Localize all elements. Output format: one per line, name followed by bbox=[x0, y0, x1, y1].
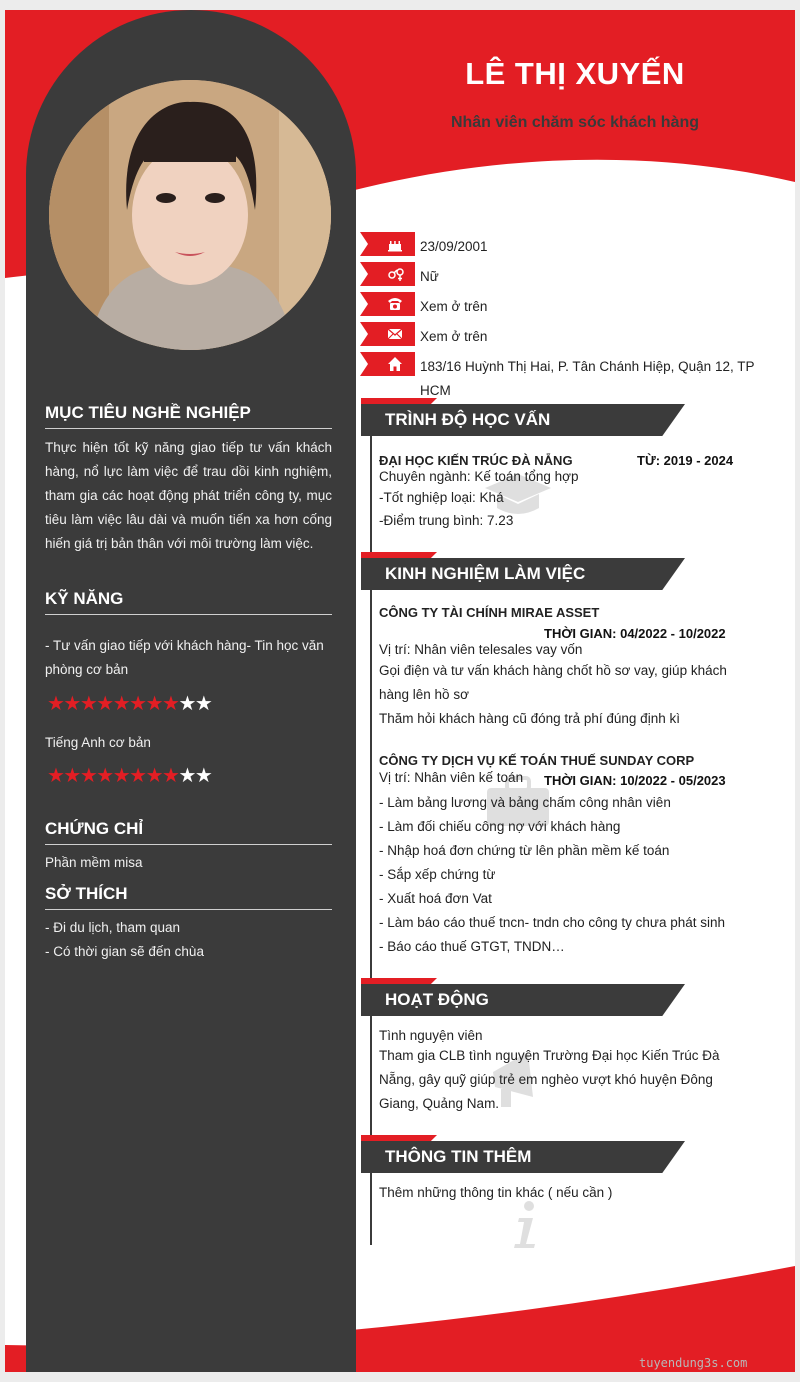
additional-info-text: Thêm những thông tin khác ( nếu cần ) bbox=[379, 1185, 613, 1200]
job-2-line: - Báo cáo thuế GTGT, TNDN… bbox=[379, 939, 565, 954]
skill-1-rating: ★★★★★★★★★★ bbox=[47, 693, 212, 715]
birthday-cake-icon bbox=[387, 236, 403, 252]
objective-heading: MỤC TIÊU NGHỀ NGHIỆP bbox=[45, 403, 332, 429]
envelope-icon bbox=[387, 326, 403, 342]
activities-heading: HOẠT ĐỘNG bbox=[385, 990, 489, 1009]
job-1-company: CÔNG TY TÀI CHÍNH MIRAE ASSET bbox=[379, 605, 600, 620]
objective-text: Thực hiện tốt kỹ năng giao tiếp tư vấn khách hàng, nổ lực làm việc để trau dồi kinh nghiệm, tham gia các hoạt động phát triển công ty, mục tiêu làm việc lâu dài và muốn tiến xa hơn cống hiến giá trị bản thân với môi trường làm việc. bbox=[45, 440, 332, 551]
job-1-line: Gọi điện và tư vấn khách hàng chốt hồ sơ vay, giúp khách hàng lên hồ sơ bbox=[379, 663, 727, 702]
address-text: 183/16 Huỳnh Thị Hai, P. Tân Chánh Hiệp, Quận 12, TP HCM bbox=[420, 359, 755, 398]
job-2-position: Vị trí: Nhân viên kế toán bbox=[379, 770, 524, 785]
education-line: -Điểm trung bình: 7.23 bbox=[379, 513, 514, 528]
additional-info-heading: THÔNG TIN THÊM bbox=[385, 1147, 532, 1166]
info-icon bbox=[509, 1200, 543, 1250]
activity-line: Tình nguyện viên bbox=[379, 1028, 483, 1043]
home-icon bbox=[387, 356, 403, 372]
experience-section-header bbox=[361, 552, 691, 594]
phone-icon bbox=[387, 296, 403, 312]
skill-2-rating: ★★★★★★★★★★ bbox=[47, 765, 212, 787]
education-period: TỪ: 2019 - 2024 bbox=[637, 453, 734, 468]
job-2-line: - Làm báo cáo thuế tncn- tndn cho công ty chưa phát sinh bbox=[379, 915, 726, 930]
job-2-company: CÔNG TY DỊCH VỤ KẾ TOÁN THUẾ SUNDAY CORP bbox=[379, 753, 695, 768]
school-name: ĐẠI HỌC KIẾN TRÚC ĐÀ NẴNG bbox=[379, 453, 573, 468]
cv-page bbox=[5, 10, 795, 1372]
education-line: Chuyên ngành: Kế toán tổng hợp bbox=[379, 469, 579, 484]
timeline-line bbox=[370, 410, 372, 1245]
job-2-line: - Nhập hoá đơn chứng từ lên phần mềm kế toán bbox=[379, 843, 670, 858]
job-1-position: Vị trí: Nhân viên telesales vay vốn bbox=[379, 642, 583, 657]
activity-line: Tham gia CLB tình nguyện Trường Đại học Kiến Trúc Đà Nẵng, gây quỹ giúp trẻ em nghèo vượt khó huyện Đông Giang, Quảng Nam. bbox=[379, 1048, 720, 1111]
job-2-line: - Làm bảng lương và bảng chấm công nhân viên bbox=[379, 795, 671, 810]
phone-text: Xem ở trên bbox=[420, 299, 488, 314]
skill-1-label: - Tư vấn giao tiếp với khách hàng- Tin học văn phòng cơ bản bbox=[45, 638, 324, 677]
education-section-header bbox=[361, 398, 691, 440]
job-1-period: THỜI GIAN: 04/2022 - 10/2022 bbox=[544, 626, 726, 641]
job-2-period: THỜI GIAN: 10/2022 - 05/2023 bbox=[544, 773, 726, 788]
job-2-line: - Làm đối chiếu công nợ với khách hàng bbox=[379, 819, 621, 834]
experience-heading: KINH NGHIỆM LÀM VIỆC bbox=[385, 564, 586, 583]
footer-site: tuyendung3s.com bbox=[639, 1356, 748, 1370]
job-2-line: - Xuất hoá đơn Vat bbox=[379, 891, 492, 906]
job-1-line: Thăm hỏi khách hàng cũ đóng trả phí đúng định kì bbox=[379, 711, 680, 726]
candidate-name: LÊ THỊ XUYẾN bbox=[465, 56, 685, 91]
certificates-heading: CHỨNG CHỈ bbox=[45, 819, 332, 845]
skill-2-label: Tiếng Anh cơ bản bbox=[45, 735, 151, 750]
hobby-item: - Đi du lịch, tham quan bbox=[45, 920, 181, 935]
activities-section-header bbox=[361, 978, 691, 1020]
gender-text: Nữ bbox=[420, 269, 439, 284]
hobbies-heading: SỞ THÍCH bbox=[45, 884, 332, 910]
profile-photo bbox=[49, 80, 331, 350]
hobby-item: - Có thời gian sẽ đến chùa bbox=[45, 944, 204, 959]
gender-icon bbox=[387, 266, 405, 282]
birthday-text: 23/09/2001 bbox=[420, 239, 488, 254]
job-2-line: - Sắp xếp chứng từ bbox=[379, 867, 496, 882]
certificate-item: Phần mềm misa bbox=[45, 855, 143, 870]
email-text: Xem ở trên bbox=[420, 329, 488, 344]
skills-heading: KỸ NĂNG bbox=[45, 589, 332, 615]
education-line: -Tốt nghiệp loại: Khá bbox=[379, 490, 504, 505]
education-heading: TRÌNH ĐỘ HỌC VẤN bbox=[385, 410, 551, 429]
job-title: Nhân viên chăm sóc khách hàng bbox=[450, 114, 700, 131]
additional-info-section-header bbox=[361, 1135, 691, 1177]
